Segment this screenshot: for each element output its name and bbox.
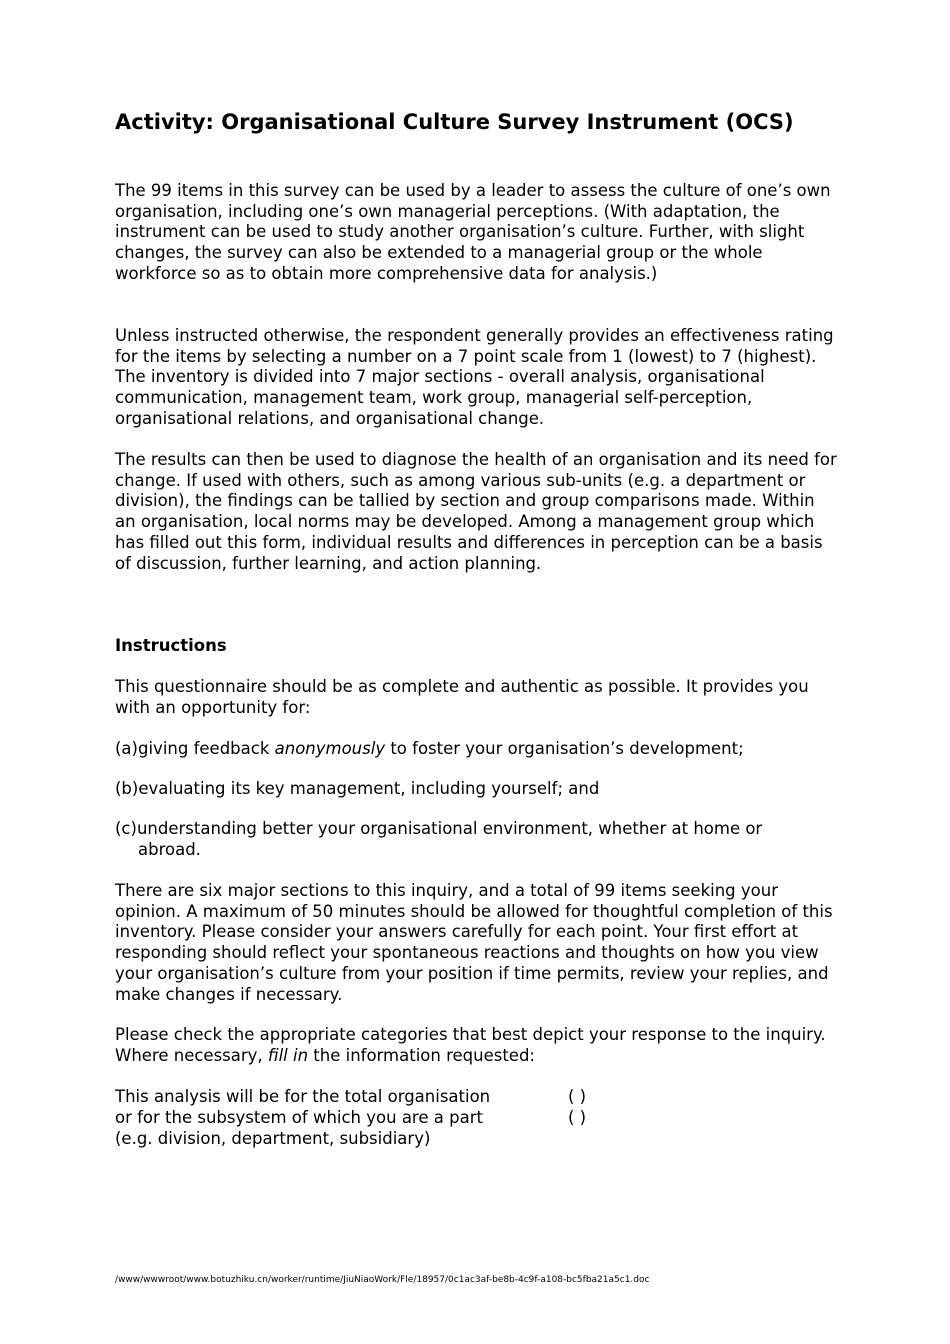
category-label: or for the subsystem of which you are a part — [115, 1108, 483, 1127]
intro-paragraph-2: Unless instructed otherwise, the respondent generally provides an effectiveness rating for the items by selecting a number on a 7 point scale from 1 (lowest) to 7 (highest). The inventory is divided into 7 major sections - overall analysis, organisational communication, management team, work group, managerial self-perception, organisational relations, and organisational change. — [115, 326, 834, 428]
total-organisation-checkbox[interactable]: ( ) — [568, 1087, 587, 1106]
category-label: This analysis will be for the total organisation — [115, 1087, 491, 1106]
list-item-a — [115, 739, 840, 760]
list-item-text: understanding better your organisational environment, whether at home or — [136, 819, 763, 838]
instructions-paragraph-2: There are six major sections to this inquiry, and a total of 99 items seeking your opinion. A maximum of 50 minutes should be allowed for thoughtful completion of this inventory. Please consider your answers carefully for each point. Your first effort at responding should reflect your spontaneous reactions and thoughts on how you view your organisation’s culture from your position if time permits, review your replies, and make changes if necessary. — [115, 881, 833, 1004]
intro-paragraph-3: The results can then be used to diagnose the health of an organisation and its need for change. If used with others, such as among various sub-units (e.g. a department or division), the findings can be tallied by section and group comparisons made. Within an organisation, local norms may be developed. Among a management group which has filled out this form, individual results and differences in perception can be a basis of discussion, further learning, and action planning. — [115, 450, 837, 573]
instructions-paragraph-3 — [115, 1025, 840, 1066]
subsystem-checkbox[interactable]: ( ) — [568, 1108, 587, 1127]
category-example: (e.g. division, department, subsidiary) — [115, 1129, 431, 1148]
list-marker: (a) — [115, 739, 138, 758]
list-item-text-continued: abroad. — [138, 839, 201, 859]
list-item-text: giving feedback — [138, 739, 275, 758]
category-row-subsystem — [115, 1108, 602, 1129]
page-title: Activity: Organisational Culture Survey Instrument (OCS) — [115, 110, 794, 134]
paragraph-text: Please check the appropriate categories that best depict your response to the inquiry. Where necessary, — [115, 1025, 826, 1065]
emphasis-text: anonymously — [274, 739, 386, 758]
file-path-footer: /www/wwwroot/www.botuzhiku.cn/worker/runtime/JiuNiaoWork/Fle/18957/0c1ac3af-be8b-4c9f-a108-bc5fba21a5c1.doc — [115, 1275, 650, 1285]
list-marker: (c) — [115, 819, 137, 838]
list-item-text: evaluating its key management, including yourself; and — [138, 779, 600, 798]
list-item-b — [115, 779, 840, 800]
emphasis-text: fill in — [267, 1045, 309, 1065]
intro-paragraph-1: The 99 items in this survey can be used by a leader to assess the culture of one’s own organisation, including one’s own managerial perceptions. (With adaptation, the instrument can be used to study another organisation’s culture. Further, with slight changes, the survey can also be extended to a managerial group or the whole workforce so as to obtain more comprehensive data for analysis.) — [115, 181, 831, 283]
paragraph-text: the information requested: — [308, 1045, 535, 1065]
instructions-paragraph-1: This questionnaire should be as complete and authentic as possible. It provides you with an opportunity for: — [115, 677, 809, 717]
instructions-heading: Instructions — [115, 636, 227, 655]
category-row-total-organisation — [115, 1087, 602, 1108]
list-item-c — [115, 819, 840, 860]
list-item-text: to foster your organisation’s development; — [385, 739, 744, 758]
list-marker: (b) — [115, 779, 139, 798]
